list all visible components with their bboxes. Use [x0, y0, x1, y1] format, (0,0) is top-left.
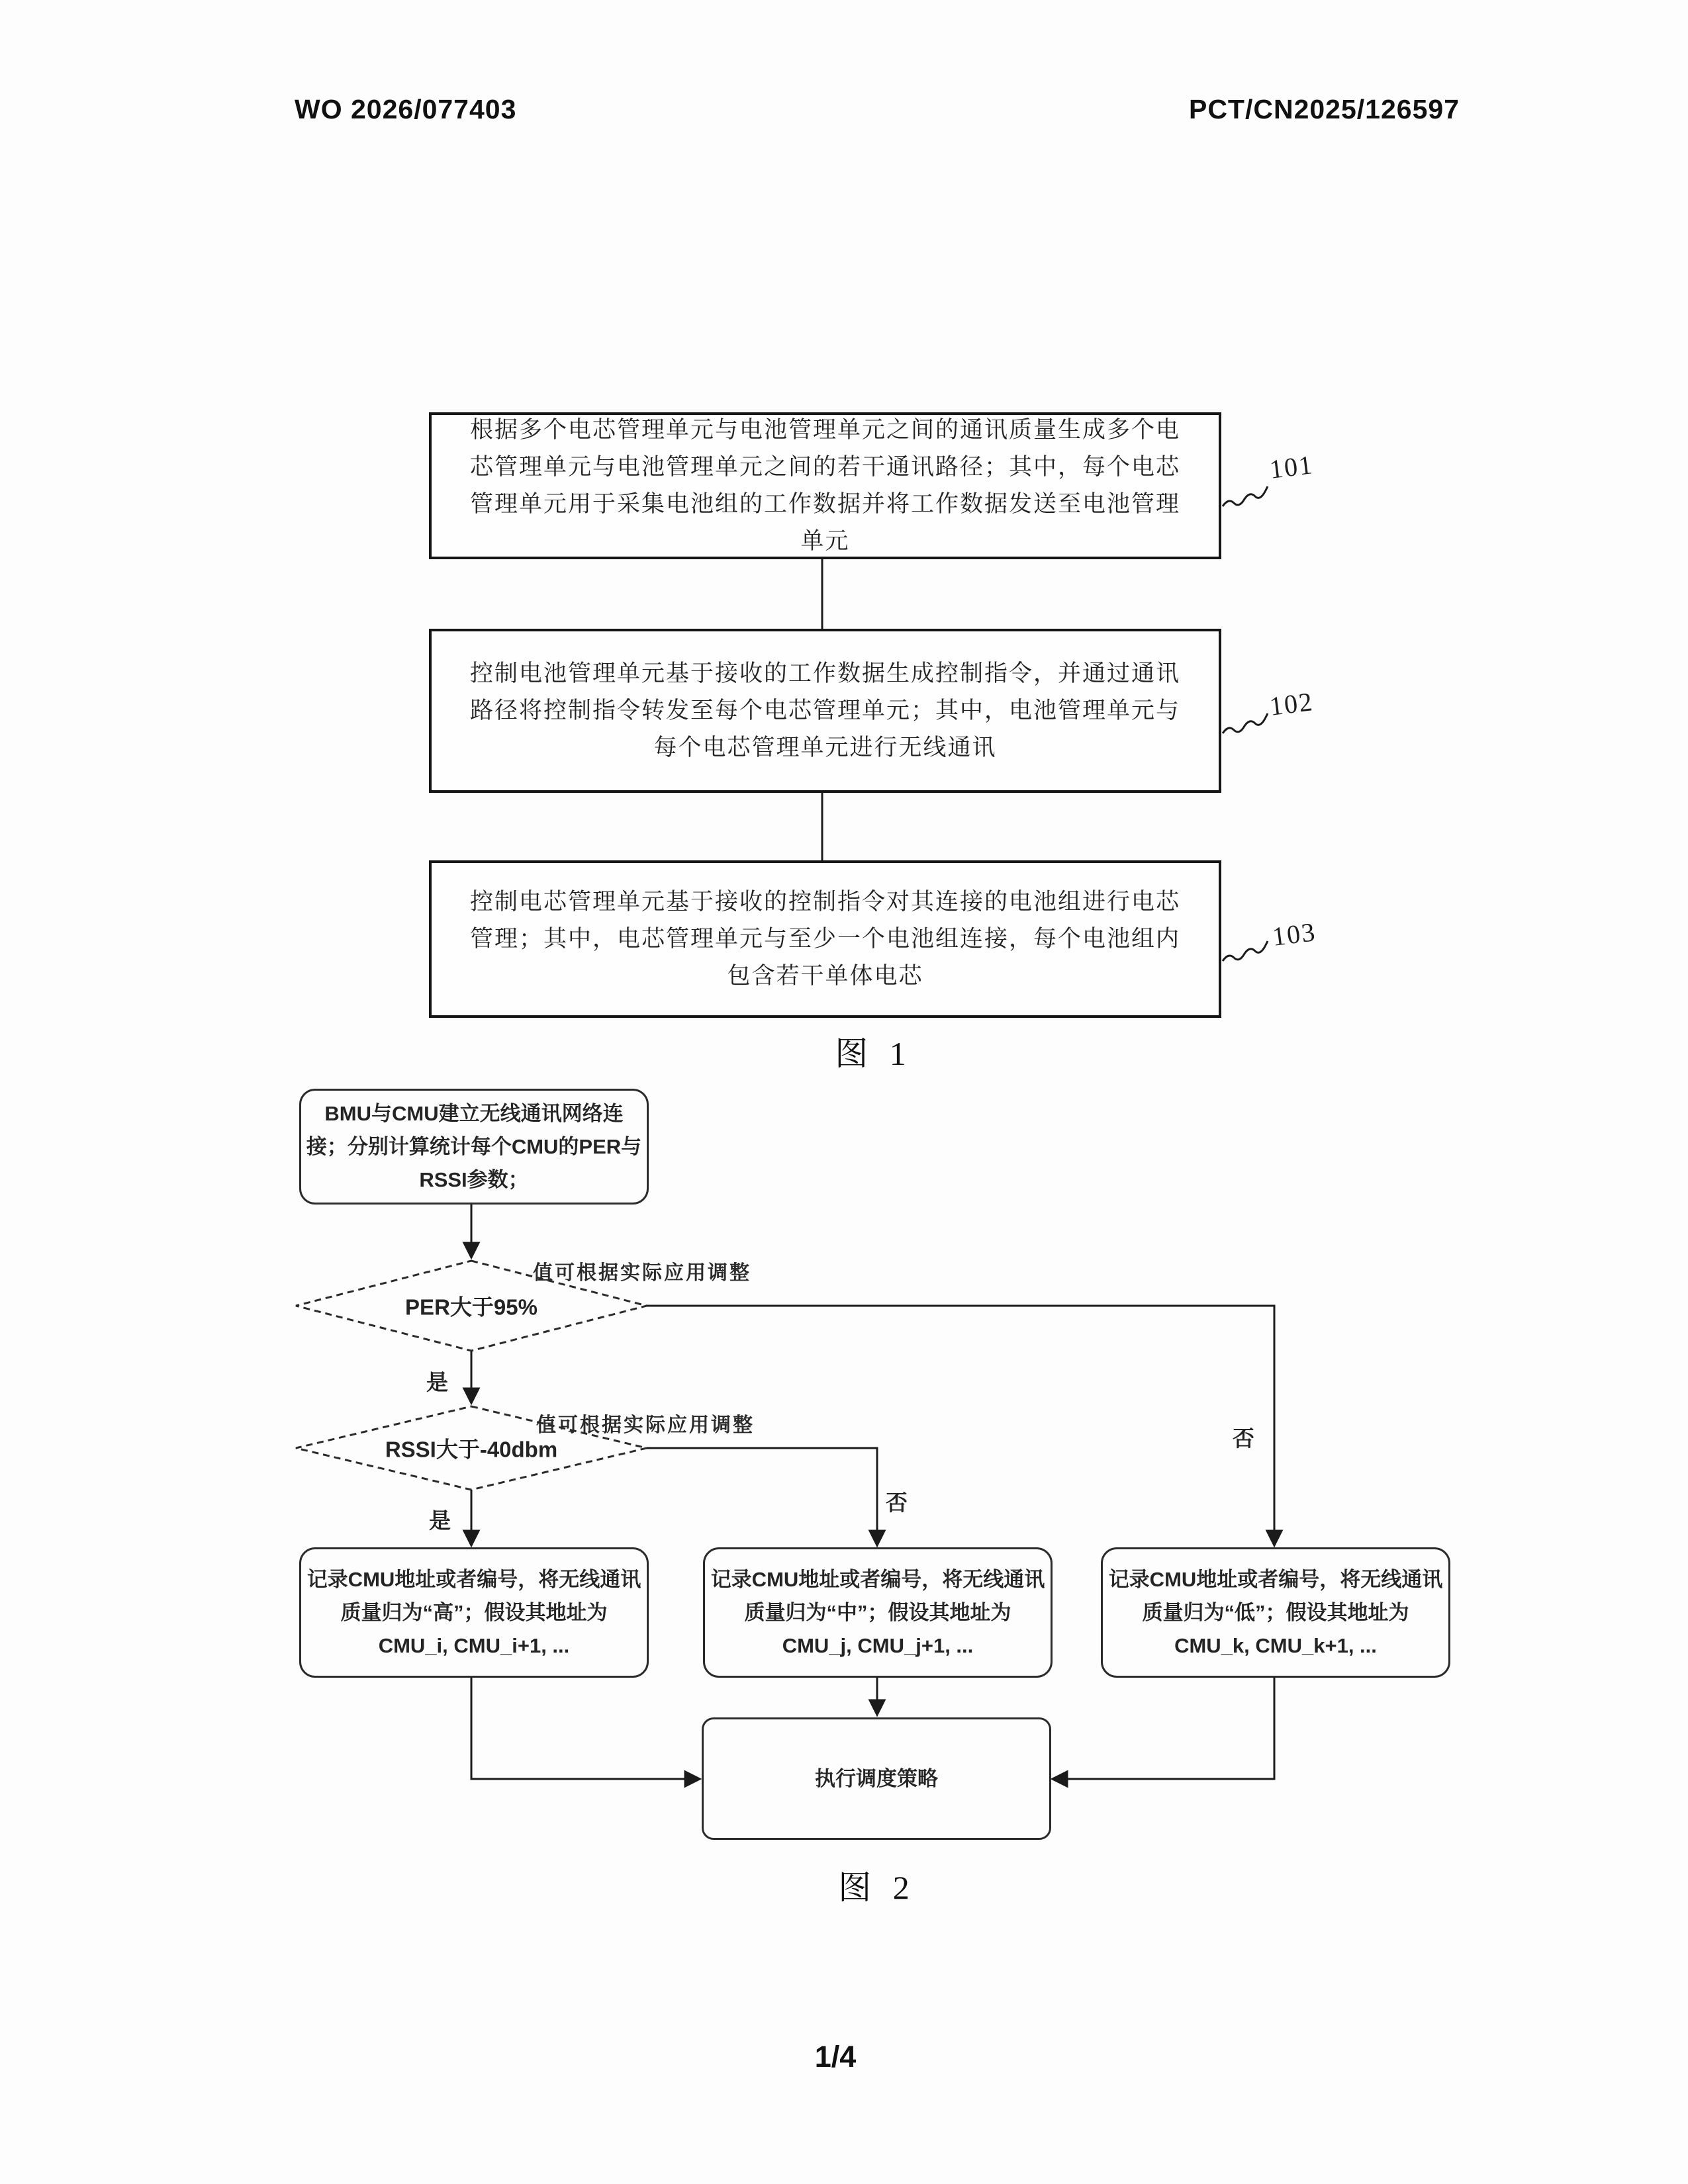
fig2-branch-low-box	[1101, 1547, 1450, 1678]
fig2-annotation-per: 值可根据实际应用调整	[533, 1262, 751, 1284]
fig2-branch-low-text: 记录CMU地址或者编号，将无线通讯 质量归为“低”；假设其地址为 CMU_k, CMU_k+1, ...	[1108, 1567, 1443, 1657]
fig2-branch-mid-text: 记录CMU地址或者编号，将无线通讯 质量归为“中”；假设其地址为 CMU_j, CMU_j+1, ...	[710, 1567, 1045, 1657]
fig2-decision-per-label: PER大于95%	[405, 1295, 538, 1320]
fig1-step-box-101	[429, 412, 1221, 559]
fig2-arrow-low-to-final	[1054, 1678, 1274, 1779]
fig2-caption: 图 2	[838, 1869, 916, 1906]
fig2-no-label-per: 否	[1233, 1426, 1254, 1451]
fig1-leader-101	[1223, 486, 1268, 506]
fig1-leader-102	[1223, 713, 1268, 733]
fig1-step-box-103	[429, 860, 1221, 1018]
fig2-start-box	[299, 1089, 649, 1205]
header-right-doc-number: PCT/CN2025/126597	[1188, 94, 1460, 124]
fig2-start-text: BMU与CMU建立无线通讯网络连 接；分别计算统计每个CMU的PER与 RSSI参数；	[306, 1101, 642, 1191]
fig2-branch-mid-box	[703, 1547, 1053, 1678]
fig2-arrow-high-to-final	[471, 1678, 698, 1779]
fig1-step-text-103: 控制电芯管理单元基于接收的控制指令对其连接的电池组进行电芯 管理；其中，电芯管理单元与至少一个电池组连接，每个电池组内 包含若干单体电芯	[469, 889, 1180, 989]
fig2-annotation-rssi: 值可根据实际应用调整	[536, 1414, 755, 1436]
fig2-decision-rssi-label: RSSI大于-40dbm	[385, 1437, 558, 1462]
fig2-no-label-rssi: 否	[886, 1490, 908, 1515]
fig2-yes-label-rssi: 是	[429, 1508, 451, 1533]
page-number: 1/4	[814, 2040, 857, 2073]
fig2-branch-high-text: 记录CMU地址或者编号，将无线通讯 质量归为“高”；假设其地址为 CMU_i, CMU_i+1, ...	[306, 1567, 641, 1657]
fig1-step-ref-103: 103	[1270, 917, 1318, 952]
fig2-branch-high-box	[299, 1547, 649, 1678]
fig1-step-ref-102: 102	[1268, 686, 1315, 721]
fig2-final-text: 执行调度策略	[815, 1766, 938, 1790]
fig1-step-text-101: 根据多个电芯管理单元与电池管理单元之间的通讯质量生成多个电 芯管理单元与电池管理单元之间的若干通讯路径；其中，每个电芯 管理单元用于采集电池组的工作数据并将工作数据发送至电池管理 单元	[469, 417, 1180, 554]
fig1-leader-103	[1223, 941, 1268, 961]
fig1-step-box-102	[429, 629, 1221, 793]
header-left-doc-number: WO 2026/077403	[295, 94, 517, 124]
fig1-caption: 图 1	[835, 1035, 913, 1072]
fig2-final-box	[702, 1717, 1051, 1840]
fig2-yes-label-per: 是	[426, 1370, 448, 1394]
fig1-step-text-102: 控制电池管理单元基于接收的工作数据生成控制指令，并通过通讯 路径将控制指令转发至每个电芯管理单元；其中，电池管理单元与 每个电芯管理单元进行无线通讯	[469, 660, 1180, 760]
fig1-step-ref-101: 101	[1268, 449, 1315, 484]
fig2-arrow-rssi-no	[647, 1448, 877, 1544]
